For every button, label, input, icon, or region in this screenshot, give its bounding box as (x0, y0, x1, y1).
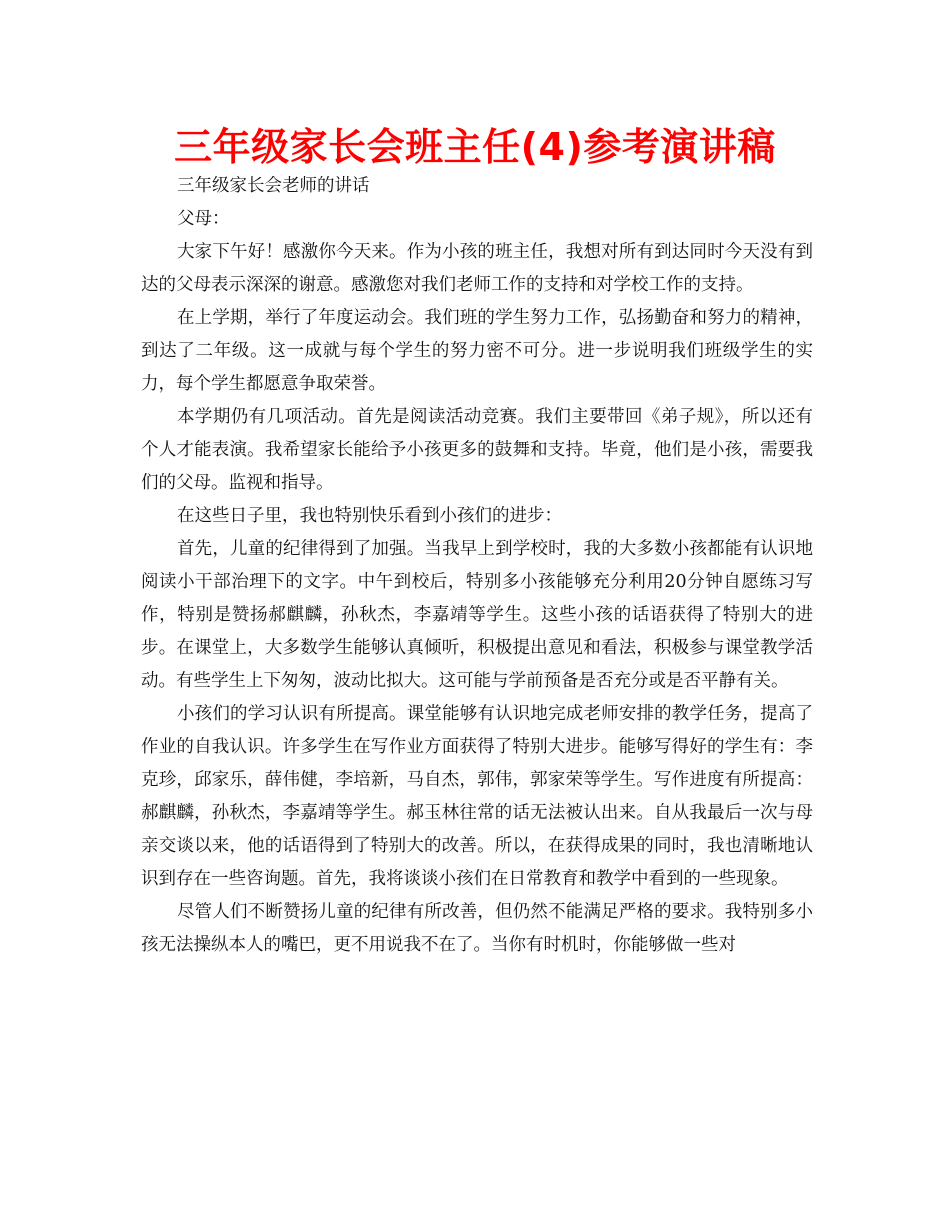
paragraph-progress-intro: 在这些日子里，我也特别快乐看到小孩们的进步： (177, 506, 562, 526)
salutation: 父母： (177, 209, 230, 229)
paragraph-sports-meet: 在上学期，举行了年度运动会。我们班的学生努力工作，弘扬勤奋和努力的精神，到达了二年级。这一成就与每个学生的努力密不可分。进一步说明我们班级学生的实力，每个学生都愿意争取荣誉。 (141, 308, 813, 394)
document-body (141, 170, 813, 962)
paragraph-greeting: 大家下午好！感激你今天来。作为小孩的班主任，我想对所有到达同时今天没有到达的父母表示深深的谢意。感激您对我们老师工作的支持和对学校工作的支持。 (141, 242, 813, 295)
paragraph-discipline: 首先，儿童的纪律得到了加强。当我早上到学校时，我的大多数小孩都能有认识地阅读小干部治理下的文字。中午到校后，特别多小孩能够充分利用20分钟自愿练习写作，特别是赞扬郝麒麟，孙秋杰，李嘉靖等学生。这些小孩的话语获得了特别大的进步。在课堂上，大多数学生能够认真倾听，积极提出意见和看法，积极参与课堂教学活动。有些学生上下匆匆，波动比拟大。这可能与学前预备是否充分或是否平静有关。 (141, 539, 813, 691)
paragraph-activities: 本学期仍有几项活动。首先是阅读活动竞赛。我们主要带回《弟子规》，所以还有个人才能表演。我希望家长能给予小孩更多的鼓舞和支持。毕竟，他们是小孩，需要我们的父母。监视和指导。 (141, 407, 813, 493)
paragraph-issues: 尽管人们不断赞扬儿童的纪律有所改善，但仍然不能满足严格的要求。我特别多小孩无法操纵本人的嘴巴，更不用说我不在了。当你有时机时，你能够做一些对 (141, 902, 813, 955)
paragraph-learning: 小孩们的学习认识有所提高。课堂能够有认识地完成老师安排的教学任务，提高了作业的自我认识。许多学生在写作业方面获得了特别大进步。能够写得好的学生有：李克珍，邱家乐，薛伟健，李培新，马自杰，郭伟，郭家荣等学生。写作进度有所提高：郝麒麟，孙秋杰，李嘉靖等学生。郝玉林往常的话无法被认出来。自从我最后一次与母亲交谈以来，他的话语得到了特别大的改善。所以，在获得成果的同时，我也清晰地认识到存在一些咨询题。首先，我将谈谈小孩们在日常教育和教学中看到的一些现象。 (141, 704, 813, 889)
speech-subtitle: 三年级家长会老师的讲话 (177, 176, 370, 196)
document-title: 三年级家长会班主任(4)参考演讲稿 (174, 125, 776, 169)
